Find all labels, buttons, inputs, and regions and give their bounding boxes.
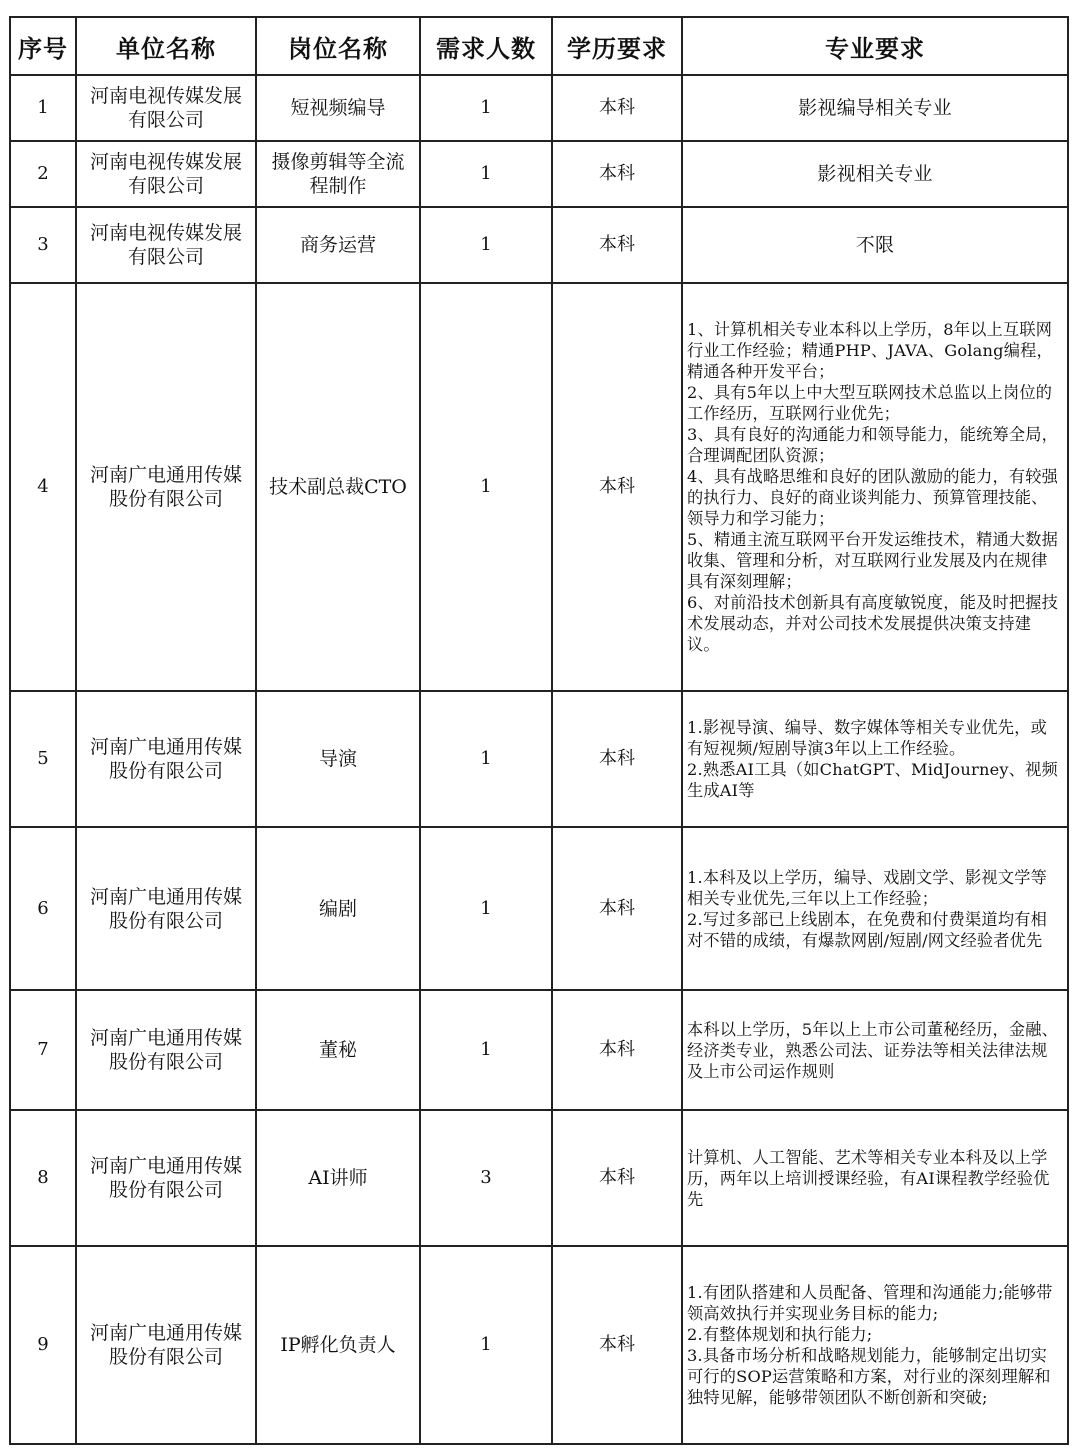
table-header-row (10, 17, 1068, 75)
cell-education: 本科 (552, 75, 682, 141)
recruitment-table-sheet (9, 16, 1067, 1445)
header-unit: 单位名称 (76, 17, 256, 75)
table-row (10, 207, 1068, 283)
major-requirement-line: 1.本科及以上学历，编导、戏剧文学、影视文学等相关专业优先,三年以上工作经验； (687, 867, 1047, 908)
cell-position: 短视频编导 (256, 75, 420, 141)
major-requirement-line: 3、具有良好的沟通能力和领导能力，能统筹全局，合理调配团队资源； (687, 425, 1059, 465)
cell-unit: 河南电视传媒发展有限公司 (76, 75, 256, 141)
cell-position: IP孵化负责人 (256, 1246, 420, 1444)
major-requirement-line: 2.有整体规划和执行能力; (687, 1325, 873, 1344)
cell-education: 本科 (552, 141, 682, 207)
major-requirement-line: 影视相关专业 (817, 162, 933, 185)
cell-major (682, 1110, 1068, 1246)
major-requirement-line: 2.写过多部已上线剧本，在免费和付费渠道均有相对不错的成绩，有爆款网剧/短剧/网文经验者优先 (687, 909, 1047, 950)
cell-education: 本科 (552, 1110, 682, 1246)
cell-count: 1 (420, 827, 552, 990)
header-education: 学历要求 (552, 17, 682, 75)
cell-index: 7 (10, 990, 76, 1110)
major-requirement-line: 2.熟悉AI工具（如ChatGPT、MidJourney、视频生成AI等 (687, 760, 1058, 800)
cell-education: 本科 (552, 283, 682, 691)
cell-major (682, 283, 1068, 691)
major-requirement-line: 2、具有5年以上中大型互联网技术总监以上岗位的工作经历，互联网行业优先； (687, 383, 1053, 423)
cell-major (682, 75, 1068, 141)
major-requirement-line: 6、对前沿技术创新具有高度敏锐度，能及时把握技术发展动态，并对公司技术发展提供决策支持建议。 (687, 593, 1059, 654)
cell-count: 1 (420, 1246, 552, 1444)
major-requirement-line: 影视编导相关专业 (798, 96, 952, 119)
major-requirement-line: 1.有团队搭建和人员配备、管理和沟通能力;能够带领高效执行并实现业务目标的能力; (687, 1283, 1053, 1323)
cell-unit: 河南广电通用传媒股份有限公司 (76, 827, 256, 990)
header-major: 专业要求 (682, 17, 1068, 75)
cell-position: 技术副总裁CTO (256, 283, 420, 691)
cell-unit: 河南电视传媒发展有限公司 (76, 207, 256, 283)
cell-education: 本科 (552, 1246, 682, 1444)
header-position: 岗位名称 (256, 17, 420, 75)
cell-count: 1 (420, 691, 552, 827)
header-index: 序号 (10, 17, 76, 75)
cell-index: 6 (10, 827, 76, 990)
table-row (10, 827, 1068, 990)
cell-position: 摄像剪辑等全流程制作 (256, 141, 420, 207)
cell-unit: 河南广电通用传媒股份有限公司 (76, 691, 256, 827)
table-row (10, 1246, 1068, 1444)
cell-education: 本科 (552, 691, 682, 827)
major-requirement-line: 不限 (855, 233, 895, 256)
major-requirement-line: 1、计算机相关专业本科以上学历，8年以上互联网行业工作经验；精通PHP、JAVA、Golang编程，精通各种开发平台； (687, 320, 1053, 381)
major-requirement-line: 1.影视导演、编导、数字媒体等相关专业优先，或有短视频/短剧导演3年以上工作经验。 (687, 718, 1047, 758)
cell-count: 1 (420, 75, 552, 141)
cell-education: 本科 (552, 827, 682, 990)
cell-count: 1 (420, 141, 552, 207)
cell-count: 1 (420, 990, 552, 1110)
cell-education: 本科 (552, 990, 682, 1110)
cell-position: 编剧 (256, 827, 420, 990)
major-requirement-line: 本科以上学历，5年以上上市公司董秘经历，金融、经济类专业，熟悉公司法、证券法等相关法律法规及上市公司运作规则 (687, 1019, 1059, 1081)
cell-count: 1 (420, 207, 552, 283)
cell-index: 3 (10, 207, 76, 283)
cell-index: 5 (10, 691, 76, 827)
cell-index: 2 (10, 141, 76, 207)
table-row (10, 75, 1068, 141)
cell-major (682, 990, 1068, 1110)
recruitment-table (9, 16, 1069, 1445)
cell-position: 商务运营 (256, 207, 420, 283)
table-row (10, 283, 1068, 691)
major-requirement-line: 计算机、人工智能、艺术等相关专业本科及以上学历，两年以上培训授课经验，有AI课程教学经验优先 (687, 1147, 1050, 1209)
cell-major (682, 141, 1068, 207)
major-requirement-line: 5、精通主流互联网平台开发运维技术，精通大数据收集、管理和分析，对互联网行业发展及内在规律具有深刻理解； (687, 530, 1059, 591)
cell-position: AI讲师 (256, 1110, 420, 1246)
cell-count: 3 (420, 1110, 552, 1246)
cell-major (682, 827, 1068, 990)
table-row (10, 1110, 1068, 1246)
cell-index: 4 (10, 283, 76, 691)
cell-unit: 河南广电通用传媒股份有限公司 (76, 1110, 256, 1246)
cell-index: 9 (10, 1246, 76, 1444)
cell-index: 8 (10, 1110, 76, 1246)
cell-count: 1 (420, 283, 552, 691)
cell-unit: 河南广电通用传媒股份有限公司 (76, 990, 256, 1110)
table-row (10, 990, 1068, 1110)
table-row (10, 141, 1068, 207)
cell-major (682, 1246, 1068, 1444)
cell-major (682, 207, 1068, 283)
cell-unit: 河南广电通用传媒股份有限公司 (76, 283, 256, 691)
table-row (10, 691, 1068, 827)
cell-education: 本科 (552, 207, 682, 283)
cell-position: 导演 (256, 691, 420, 827)
cell-major (682, 691, 1068, 827)
major-requirement-line: 3.具备市场分析和战略规划能力，能够制定出切实可行的SOP运营策略和方案，对行业的深刻理解和独特见解，能够带领团队不断创新和突破; (687, 1346, 1051, 1407)
major-requirement-line: 4、具有战略思维和良好的团队激励的能力，有较强的执行力、良好的商业谈判能力、预算管理技能、领导力和学习能力； (687, 467, 1059, 528)
cell-index: 1 (10, 75, 76, 141)
header-count: 需求人数 (420, 17, 552, 75)
cell-unit: 河南电视传媒发展有限公司 (76, 141, 256, 207)
cell-unit: 河南广电通用传媒股份有限公司 (76, 1246, 256, 1444)
cell-position: 董秘 (256, 990, 420, 1110)
